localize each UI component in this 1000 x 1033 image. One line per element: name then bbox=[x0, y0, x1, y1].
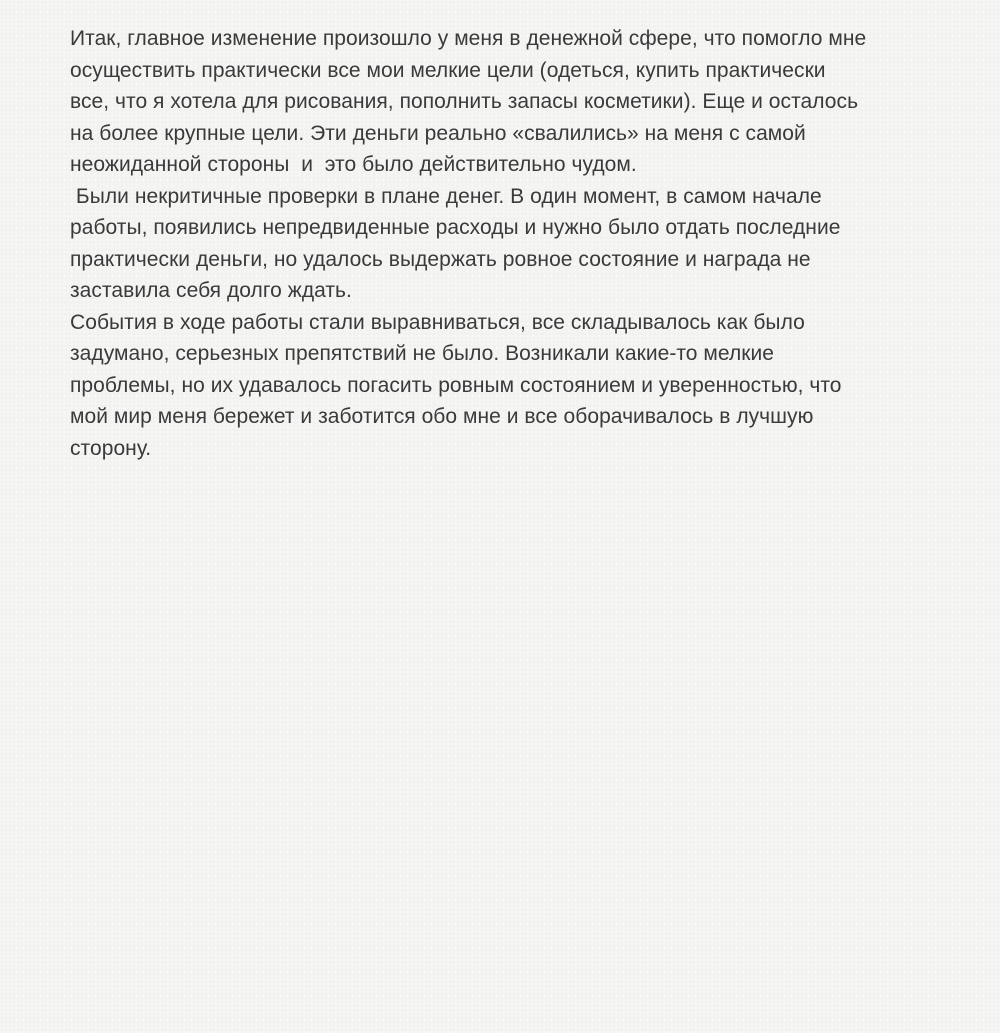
note-line: на более крупные цели. Эти деньги реально «свалились» на меня с самой bbox=[70, 121, 806, 145]
note-line: сторону. bbox=[70, 436, 152, 460]
note-line: неожиданной стороны и это было действительно чудом. bbox=[70, 153, 637, 176]
note-line: Итак, главное изменение произошло у меня в денежной сфере, что помогло мне bbox=[70, 27, 867, 50]
note-line: заставила себя долго ждать. bbox=[70, 279, 352, 302]
note-line: проблемы, но их удавалось погасить ровным состоянием и уверенностью, что bbox=[70, 373, 842, 397]
note-text-area[interactable] bbox=[70, 23, 950, 464]
note-line: мой мир меня бережет и заботится обо мне и все оборачивалось в лучшую bbox=[70, 405, 814, 428]
note-line: задумано, серьезных препятствий не было. Возникали какие-то мелкие bbox=[70, 342, 774, 365]
note-line: События в ходе работы стали выравниваться, все складывалось как было bbox=[70, 310, 805, 334]
note-line: осуществить практически все мои мелкие цели (одеться, купить практически bbox=[70, 58, 826, 82]
note-line: Были некритичные проверки в плане денег. В один момент, в самом начале bbox=[70, 184, 822, 208]
note-line: практически деньги, но удалось выдержать ровное состояние и награда не bbox=[70, 247, 811, 271]
note-line: все, что я хотела для рисования, пополнить запасы косметики). Еще и осталось bbox=[70, 90, 859, 113]
note-line: работы, появились непредвиденные расходы и нужно было отдать последние bbox=[70, 216, 841, 239]
